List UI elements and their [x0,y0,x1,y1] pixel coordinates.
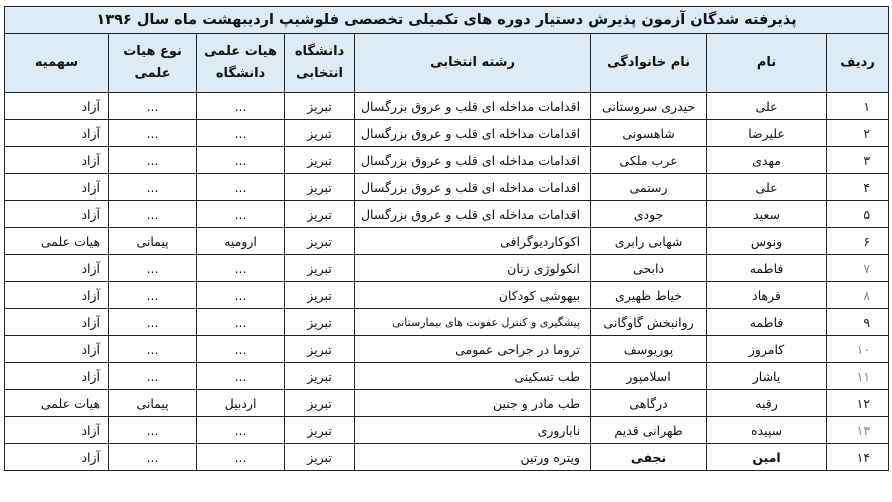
faculty-type-cell: ... [109,120,197,147]
major-cell: اقدامات مداخله ای قلب و عروق بزرگسال [355,120,591,147]
name-cell: ونوس [707,228,827,255]
university-cell: تبریز [285,363,355,390]
row-number: ۸ [827,282,889,309]
university-cell: تبریز [285,174,355,201]
row-number: ۲ [827,120,889,147]
name-cell: فاطمه [707,255,827,282]
name-cell: علی [707,174,827,201]
table-row [5,228,889,255]
university-cell: تبریز [285,390,355,417]
family-cell: درگاهی [591,390,707,417]
header-row-number: ردیف [827,34,889,93]
row-number: ۳ [827,147,889,174]
table-row [5,93,889,120]
table-body [5,93,889,471]
faculty-university-cell: ... [197,444,285,471]
university-cell: تبریز [285,228,355,255]
faculty-university-cell: ... [197,417,285,444]
table-row [5,336,889,363]
university-cell: تبریز [285,201,355,228]
table-title: پذیرفته شدگان آزمون پذیرش دستیار دوره های تکمیلی تخصصی فلوشیپ اردیبهشت ماه سال ۱۳۹۶ [5,7,889,34]
university-cell: تبریز [285,417,355,444]
name-cell: رقیه [707,390,827,417]
table-row [5,309,889,336]
table-row [5,282,889,309]
major-cell: اقدامات مداخله ای قلب و عروق بزرگسال [355,147,591,174]
table-row [5,120,889,147]
quota-cell: آزاد [5,147,109,174]
major-cell: اقدامات مداخله ای قلب و عروق بزرگسال [355,201,591,228]
quota-cell: هیات علمی [5,228,109,255]
name-cell: علی [707,93,827,120]
header-family: نام خانوادگی [591,34,707,93]
faculty-type-cell: ... [109,93,197,120]
faculty-type-cell: ... [109,282,197,309]
row-number: ۱ [827,93,889,120]
row-number: ۹ [827,309,889,336]
faculty-university-cell: ... [197,201,285,228]
name-cell: سعید [707,201,827,228]
row-number: ۵ [827,201,889,228]
quota-cell: آزاد [5,174,109,201]
university-cell: تبریز [285,309,355,336]
header-row [5,34,889,93]
table-row [5,255,889,282]
quota-cell: آزاد [5,309,109,336]
faculty-type-cell: ... [109,174,197,201]
faculty-university-cell: ... [197,147,285,174]
university-cell: تبریز [285,147,355,174]
header-name: نام [707,34,827,93]
family-cell: شاهسونی [591,120,707,147]
major-cell: اکوکاردیوگرافی [355,228,591,255]
faculty-type-cell: ... [109,255,197,282]
header-major: رشته انتخابی [355,34,591,93]
family-cell: جودی [591,201,707,228]
faculty-type-cell: ... [109,147,197,174]
faculty-type-cell: ... [109,417,197,444]
table-row [5,444,889,471]
name-cell: یاشار [707,363,827,390]
family-cell: طهرانی قدیم [591,417,707,444]
row-number: ۷ [827,255,889,282]
major-cell: ناباروری [355,417,591,444]
quota-cell: آزاد [5,336,109,363]
name-cell: فاطمه [707,309,827,336]
faculty-university-cell: اردبیل [197,390,285,417]
faculty-university-cell: ... [197,93,285,120]
quota-cell: آزاد [5,255,109,282]
quota-cell: آزاد [5,201,109,228]
faculty-university-cell: ... [197,309,285,336]
quota-cell: هیات علمی [5,390,109,417]
table-row [5,390,889,417]
row-number: ۱۳ [827,417,889,444]
faculty-type-cell: پیمانی [109,390,197,417]
header-university: دانشگاه انتخابی [285,34,355,93]
family-cell: خیاط ظهیری [591,282,707,309]
major-cell: انکولوژی زنان [355,255,591,282]
name-cell: مهدی [707,147,827,174]
university-cell: تبریز [285,255,355,282]
header-quota: سهمیه [5,34,109,93]
table-row [5,363,889,390]
university-cell: تبریز [285,93,355,120]
row-number: ۱۲ [827,390,889,417]
major-cell: اقدامات مداخله ای قلب و عروق بزرگسال [355,93,591,120]
family-cell: ذابحی [591,255,707,282]
quota-cell: آزاد [5,363,109,390]
row-number: ۶ [827,228,889,255]
family-cell: عرب ملکی [591,147,707,174]
name-cell: علیرضا [707,120,827,147]
faculty-type-cell: ... [109,444,197,471]
name-cell: کامروز [707,336,827,363]
family-cell: رستمی [591,174,707,201]
table-row [5,147,889,174]
title-row [5,7,889,34]
major-cell: اقدامات مداخله ای قلب و عروق بزرگسال [355,174,591,201]
faculty-type-cell: ... [109,309,197,336]
row-number: ۱۰ [827,336,889,363]
faculty-university-cell: ... [197,336,285,363]
family-cell: شهابی رابری [591,228,707,255]
name-cell: سپیده [707,417,827,444]
major-cell: ویتره ورتین [355,444,591,471]
faculty-university-cell: ... [197,255,285,282]
major-cell: تروما در جراحی عمومی [355,336,591,363]
table-row [5,174,889,201]
faculty-university-cell: ... [197,282,285,309]
university-cell: تبریز [285,282,355,309]
quota-cell: آزاد [5,282,109,309]
family-cell: روانبخش گاوگانی [591,309,707,336]
university-cell: تبریز [285,444,355,471]
university-cell: تبریز [285,120,355,147]
row-number: ۱۴ [827,444,889,471]
faculty-university-cell: ... [197,120,285,147]
major-cell: بیهوشی کودکان [355,282,591,309]
faculty-university-cell: ارومیه [197,228,285,255]
header-faculty-university: هیات علمی دانشگاه [197,34,285,93]
family-cell: اسلامپور [591,363,707,390]
header-faculty-type: نوع هیات علمی [109,34,197,93]
name-cell: امین [707,444,827,471]
quota-cell: آزاد [5,444,109,471]
row-number: ۴ [827,174,889,201]
faculty-university-cell: ... [197,363,285,390]
row-number: ۱۱ [827,363,889,390]
faculty-university-cell: ... [197,174,285,201]
table-row [5,417,889,444]
table-row [5,201,889,228]
family-cell: نجفی [591,444,707,471]
major-cell: طب تسکینی [355,363,591,390]
quota-cell: آزاد [5,93,109,120]
name-cell: فرهاد [707,282,827,309]
family-cell: پوریوسف [591,336,707,363]
faculty-type-cell: ... [109,363,197,390]
quota-cell: آزاد [5,120,109,147]
major-cell: پیشگیری و کنترل عفونت های بیمارستانی [355,309,591,336]
major-cell: طب مادر و جنین [355,390,591,417]
admissions-table [4,6,889,471]
family-cell: حیدری سروستانی [591,93,707,120]
faculty-type-cell: پیمانی [109,228,197,255]
university-cell: تبریز [285,336,355,363]
quota-cell: آزاد [5,417,109,444]
faculty-type-cell: ... [109,336,197,363]
faculty-type-cell: ... [109,201,197,228]
